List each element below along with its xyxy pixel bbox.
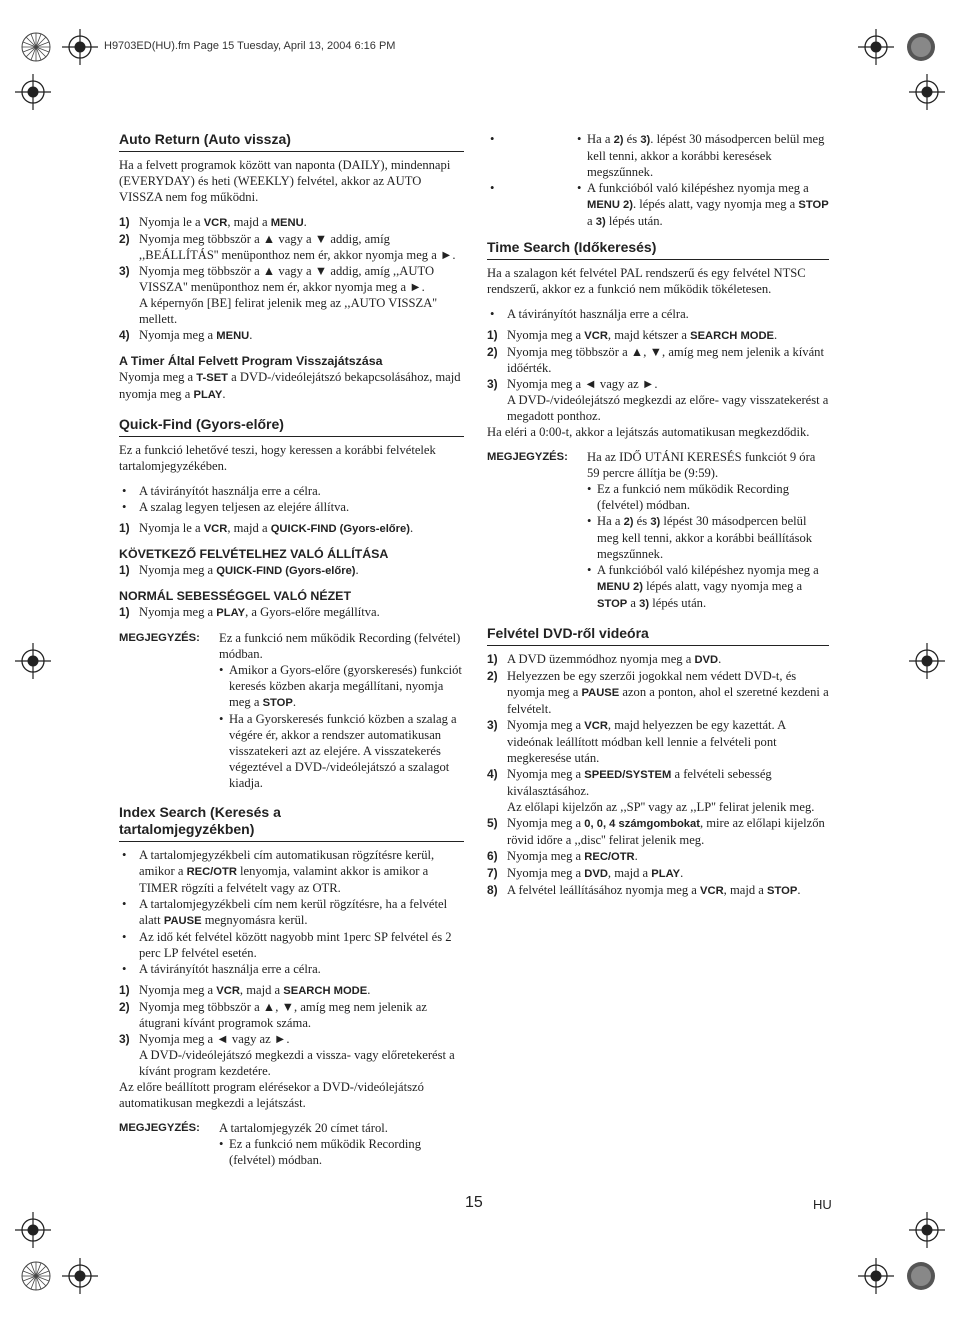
dvd-step-3: 3) Nyomja meg a VCR, majd helyezzen be egy kazettát. A videónak leállított módban kell lennie a felvételi pont megkeresése után.	[487, 718, 786, 765]
quick-find-bullet-2: • A szalag legyen teljesen az elejére állítva.	[119, 499, 464, 515]
dvd-step-1: 1) A DVD üzemmódhoz nyomja meg a DVD.	[487, 652, 722, 666]
top-note-2: • • A funkcióból való kilépéshez nyomja meg a MENU 2). lépés alatt, vagy nyomja meg a STOP a 3) lépés után.	[487, 180, 829, 230]
quick-find-step-1: 1) Nyomja le a VCR, majd a QUICK-FIND (Gyors-előre).	[119, 521, 414, 535]
quick-find-note: MEGJEGYZÉS: Ez a funkció nem működik Recording (felvétel) módban. • Amikor a Gyors-előre (gyorskeresés) funkciót keresés közben akarja megállítani, nyomja meg a STOP. • Ha a Gyorskeresés funkció közben a szalag a végére ér, akkor a rendszer automatikusan visszatekeri azt az elejére. A visszatekerés végeztével a DVD-/videólejátszó a szalagot kiadja.	[119, 630, 464, 791]
next-recording-step: 1) Nyomja meg a QUICK-FIND (Gyors-előre).	[119, 563, 359, 577]
quick-find-bullet-1: • A távirányítót használja erre a célra.	[119, 483, 464, 499]
right-column	[487, 131, 829, 899]
auto-return-step-4: 4) Nyomja meg a MENU.	[119, 328, 253, 342]
index-search-title: Index Search (Keresés a tartalomjegyzékben)	[119, 804, 464, 842]
dvd-step-2: 2) Helyezzen be egy szerzői jogokkal nem védett DVD-t, és nyomja meg a PAUSE azon a ponton, ahol el szeretné kezdeni a felvételt.	[487, 669, 829, 716]
index-search-after: Az előre beállított program elérésekor a DVD-/videólejátszó automatikusan megkezdi a lejátszást.	[119, 1080, 424, 1110]
dvd-step-4: 4) Nyomja meg a SPEED/SYSTEM a felvételi sebesség kiválasztásához. Az előlapi kijelzőn az ,,SP'' vagy az ,,LP'' felirat jelenik meg.	[487, 767, 815, 814]
index-search-note: MEGJEGYZÉS: A tartalomjegyzék 20 címet tárol. • Ez a funkció nem működik Recording (felvétel) módban.	[119, 1120, 464, 1168]
top-note-1: • • Ha a 2) és 3). lépést 30 másodpercen belül meg kell tenni, akkor a korábbi keresések megszűnnek.	[487, 131, 829, 180]
index-search-bullet-1: • A tartalomjegyzékbeli cím automatikusan rögzítésre kerül, amikor a REC/OTR lenyomja, valamint akkor is amikor a TIMER rögzíti a felvételt vagy az OTR.	[119, 847, 464, 896]
normal-speed-step: 1) Nyomja meg a PLAY, a Gyors-előre megállítva.	[119, 605, 380, 619]
index-search-step-1: 1) Nyomja meg a VCR, majd a SEARCH MODE.	[119, 983, 371, 997]
file-info-header: H9703ED(HU).fm Page 15 Tuesday, April 13, 2004 6:16 PM	[104, 40, 396, 52]
time-search-step-2: 2) Nyomja meg többször a ▲, ▼, amíg meg nem jelenik a kívánt időérték.	[487, 345, 824, 375]
auto-return-step-1: 1) Nyomja le a VCR, majd a MENU.	[119, 215, 307, 229]
time-search-title: Time Search (Időkeresés)	[487, 239, 829, 260]
time-search-after: Ha eléri a 0:00-t, akkor a lejátszás automatikusan megkezdődik.	[487, 425, 810, 439]
language-code: HU	[813, 1197, 832, 1212]
dvd-step-5: 5) Nyomja meg a 0, 0, 4 számgombokat, mire az előlapi kijelzőn rövid időre a ,,disc'' felirat jelenik meg.	[487, 816, 825, 847]
normal-speed-title: NORMÁL SEBESSÉGGEL VALÓ NÉZET	[119, 589, 352, 603]
index-search-bullet-4: • A távirányítót használja erre a célra.	[119, 961, 464, 977]
time-search-top-notes	[487, 131, 829, 230]
timer-playback-text: Nyomja meg a T-SET a DVD-/videólejátszó bekapcsolásához, majd nyomja meg a PLAY.	[119, 370, 461, 401]
next-recording-title: KÖVETKEZŐ FELVÉTELHEZ VALÓ ÁLLÍTÁSA	[119, 547, 389, 561]
time-search-step-3: 3) Nyomja meg a ◄ vagy az ►. A DVD-/videólejátszó megkezdi az előre- vagy visszatekerést a megadott ponthoz.	[487, 377, 829, 423]
dvd-step-7: 7) Nyomja meg a DVD, majd a PLAY.	[487, 866, 684, 880]
index-search-step-2: 2) Nyomja meg többször a ▲, ▼, amíg meg nem jelenik az átugrani kívánt programok száma.	[119, 1000, 427, 1030]
left-column	[119, 131, 464, 1168]
time-search-bullet: • A távirányítót használja erre a célra.	[487, 306, 829, 322]
timer-playback-title: A Timer Által Felvett Program Visszajátszása	[119, 354, 383, 368]
page-number: 15	[465, 1194, 483, 1211]
index-search-bullet-2: • A tartalomjegyzékbeli cím nem kerül rögzítésre, ha a felvétel alatt PAUSE megnyomásra kerül.	[119, 896, 464, 929]
quick-find-intro: Ez a funkció lehetővé teszi, hogy keressen a korábbi felvételek tartalomjegyzékében.	[119, 443, 436, 473]
auto-return-title: Auto Return (Auto vissza)	[119, 131, 464, 152]
dvd-step-6: 6) Nyomja meg a REC/OTR.	[487, 849, 638, 863]
auto-return-intro: Ha a felvett programok között van naponta (DAILY), mindennapi (EVERYDAY) és heti (WEEKLY) felvétel, akkor az AUTO VISSZA nem fog működni.	[119, 158, 451, 204]
time-search-step-1: 1) Nyomja meg a VCR, majd kétszer a SEARCH MODE.	[487, 328, 778, 342]
time-search-intro: Ha a szalagon két felvétel PAL rendszerű és egy felvétel NTSC rendszerű, akkor ez a funkció nem működik tökéletesen.	[487, 266, 806, 296]
dvd-step-8: 8) A felvétel leállításához nyomja meg a VCR, majd a STOP.	[487, 883, 801, 897]
auto-return-step-3: 3) Nyomja meg többször a ▲ vagy a ▼ addig, amíg ,,AUTO VISSZA'' menüponthoz nem ér, akkor nyomja meg a ►. A képernyőn [BE] felirat jelenik meg az ,,AUTO VISSZA'' mellett.	[119, 264, 437, 326]
dvd-to-video-title: Felvétel DVD-ről videóra	[487, 625, 829, 646]
time-search-note: MEGJEGYZÉS: Ha az IDŐ UTÁNI KERESÉS funkciót 9 óra 59 percre állítja be (9:59). • Ez a funkció nem működik Recording (felvétel) módban. • Ha a 2) és 3) lépést 30 másodpercen belül meg kell tenni, akkor a korábbi beállítások megszűnnek. • A funkcióból való kilépéshez nyomja meg a MENU 2) lépés alatt, vagy nyomja meg a STOP a 3) lépés után.	[487, 449, 829, 612]
quick-find-title: Quick-Find (Gyors-előre)	[119, 416, 464, 437]
auto-return-step-2: 2) Nyomja meg többször a ▲ vagy a ▼ addig, amíg ,,BEÁLLÍTÁS'' menüponthoz nem ér, akkor nyomja meg a ►.	[119, 232, 456, 262]
index-search-step-3: 3) Nyomja meg a ◄ vagy az ►. A DVD-/videólejátszó megkezdi a vissza- vagy előretekerést a kívánt program kezdetére.	[119, 1032, 455, 1078]
index-search-bullet-3: • Az idő két felvétel között nagyobb mint 1perc SP felvétel és 2 perc LP felvétel esetén.	[119, 929, 464, 961]
